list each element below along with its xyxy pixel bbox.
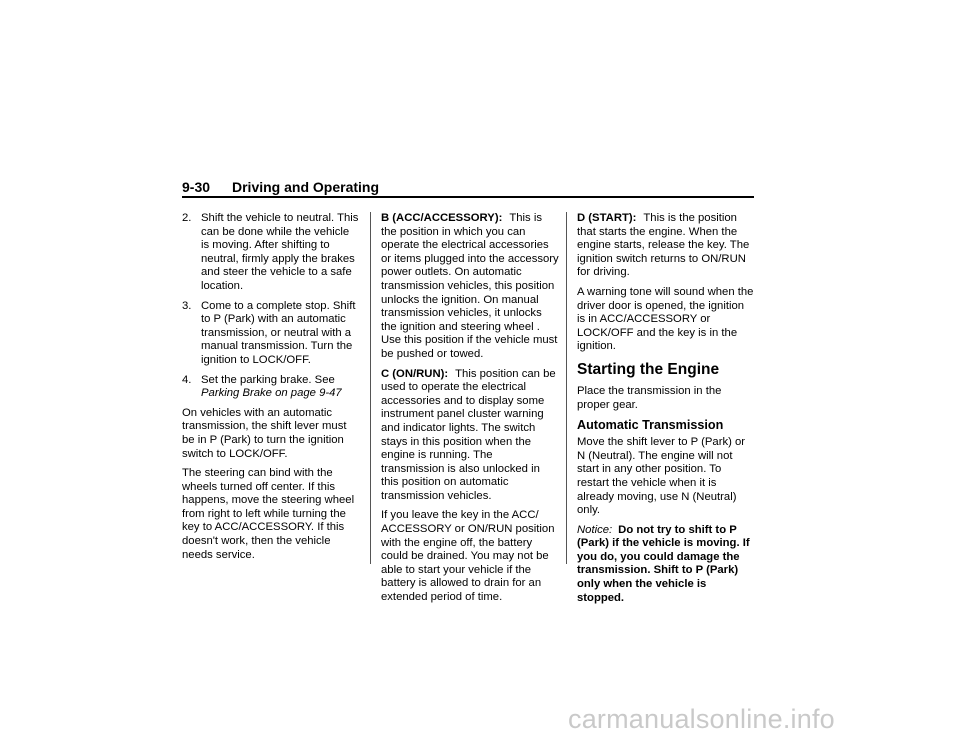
- column-right: [577, 212, 755, 611]
- section-title: Driving and Operating: [232, 179, 380, 195]
- list-item-number: 3.: [182, 299, 192, 312]
- list-item-number: 4.: [182, 373, 192, 386]
- notice: [577, 524, 755, 606]
- term-label: B (ACC/ACCESSORY):: [381, 212, 503, 224]
- page-number: 9-30: [182, 179, 211, 195]
- term-text: This is the position in which you can operate the electrical accessories or items plugged into the accessory power outlets. On automatic transmission vehicles, this position unlocks the ignition. On manual transmission vehicles, it unlocks the ignition and steering wheel . Use this position if the vehicle must be pushed or towed.: [381, 212, 559, 360]
- column-left: [182, 212, 360, 568]
- column-divider-2: [566, 212, 567, 564]
- list-item: [182, 212, 360, 294]
- definition-c: [381, 368, 559, 504]
- notice-text: Do not try to shift to P (Park) if the vehicle is moving. If you do, you could damage the transmission. Shift to P (Park) only when the vehicle is stopped.: [577, 523, 750, 604]
- paragraph: A warning tone will sound when the driver door is opened, the ignition is in ACC/ACCESSORY or LOCK/OFF and the key is in the ignition.: [577, 285, 754, 353]
- list-item: [182, 300, 360, 368]
- term-label: D (START):: [577, 212, 637, 224]
- list-item: [182, 374, 360, 401]
- header-rule: [182, 196, 754, 198]
- subsection-heading: Automatic Transmission: [577, 418, 724, 433]
- paragraph: The steering can bind with the wheels turned off center. If this happens, move the steering wheel from right to left while turning the key to ACC/ACCESSORY. If this doesn't work, then the vehicle needs service.: [182, 467, 355, 561]
- paragraph: If you leave the key in the ACC/ ACCESSORY or ON/RUN position with the engine off, the battery could be drained. You may not be able to start your vehicle if the battery is allowed to drain for an extended period of time.: [381, 509, 555, 604]
- list-item-text: Shift the vehicle to neutral. This can be done while the vehicle is moving. After shifting to neutral, firmly apply the brakes and steer the vehicle to a safe location.: [201, 212, 359, 292]
- column-divider-1: [370, 212, 371, 564]
- paragraph: On vehicles with an automatic transmission, the shift lever must be in P (Park) to turn the ignition switch to LOCK/OFF.: [182, 406, 347, 460]
- section-heading: Starting the Engine: [577, 360, 720, 378]
- paragraph: Move the shift lever to P (Park) or N (Neutral). The engine will not start in any other position. To restart the vehicle when it is already moving, use N (Neutral) only.: [577, 436, 746, 517]
- watermark: carmanualsonline.info: [568, 704, 835, 734]
- list-item-text: Set the parking brake. See: [201, 373, 335, 386]
- term-label: C (ON/RUN):: [381, 367, 449, 380]
- paragraph: Place the transmission in the proper gear.: [577, 384, 722, 411]
- definition-b: [381, 212, 559, 362]
- list-item-text: Come to a complete stop. Shift to P (Park) with an automatic transmission, or neutral with a manual transmission. Turn the ignition to LOCK/OFF.: [201, 299, 356, 366]
- cross-reference-link[interactable]: Parking Brake on page 9-47: [201, 387, 342, 400]
- notice-label: Notice:: [577, 523, 613, 536]
- list-item-number: 2.: [182, 212, 192, 224]
- term-text: This is the position that starts the engine. When the engine starts, release the key. The ignition switch returns to ON/RUN for driving.: [577, 212, 750, 279]
- column-middle: [381, 212, 559, 611]
- definition-d: [577, 212, 755, 280]
- term-text: This position can be used to operate the electrical accessories and to display some instrument panel cluster warning and indicator lights. The switch stays in this position when the engine is running. The transmission is also unlocked in this position on automatic transmission vehicles.: [381, 367, 556, 502]
- page-header: [182, 179, 754, 196]
